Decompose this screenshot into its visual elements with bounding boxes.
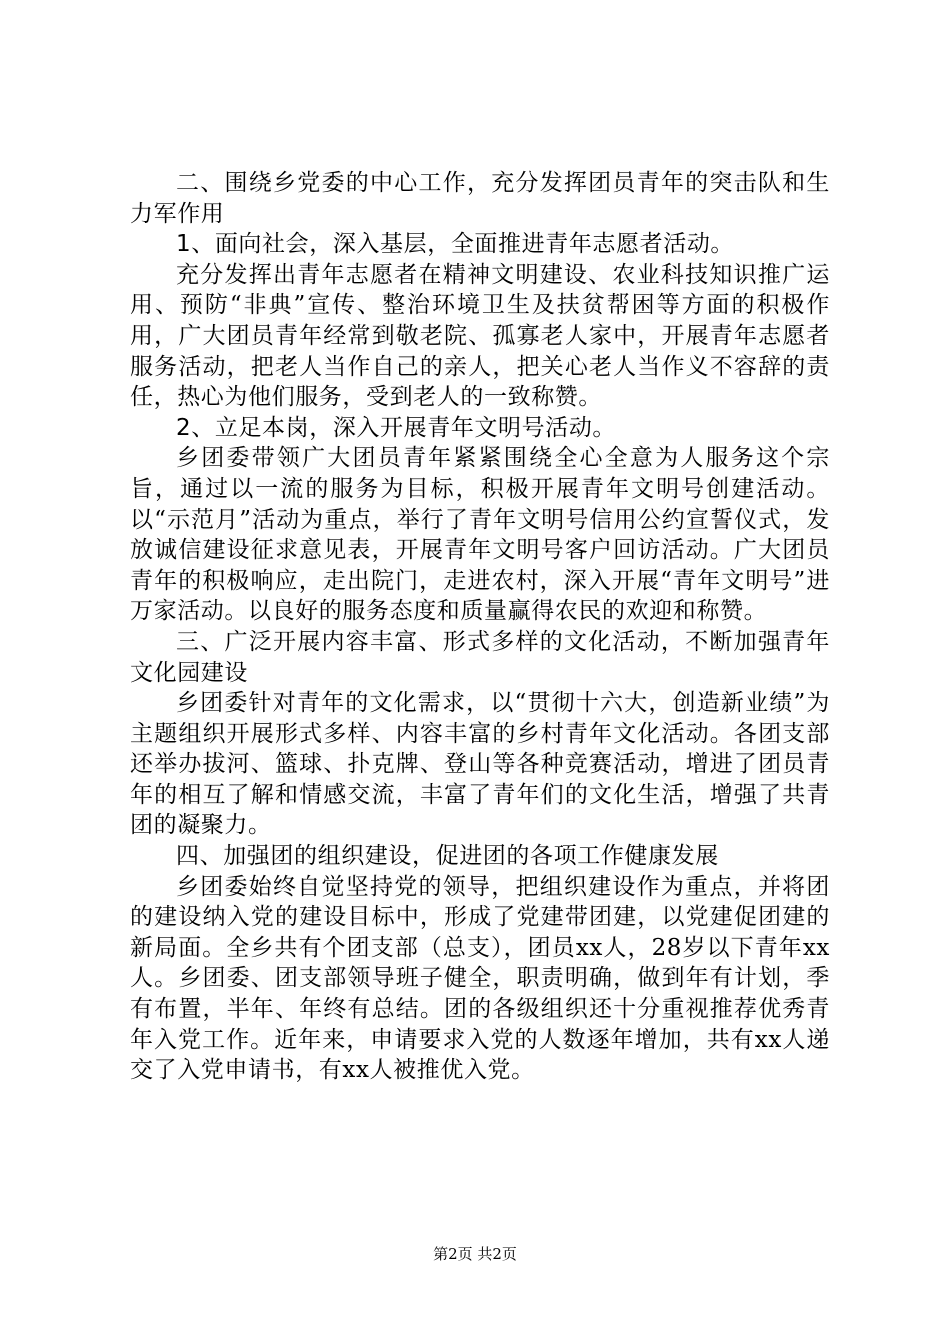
paragraph-organization: 乡团委始终自觉坚持党的领导，把组织建设作为重点，并将团的建设纳入党的建设目标中，形成了党建带团建，以党建促团建的新局面。全乡共有个团支部（总支），团员xx人，28岁以下青年xx人。乡团委、团支部领导班子健全，职责明确，做到年有计划，季有布置，半年、年终有总结。团的各级组织还十分重视推荐优秀青年入党工作。近年来，申请要求入党的人数逐年增加，共有xx人递交了入党申请书，有xx人被推优入党。 bbox=[130, 873, 830, 1084]
document-body bbox=[130, 168, 830, 1086]
paragraph-culture: 乡团委针对青年的文化需求，以“贯彻十六大，创造新业绩”为主题组织开展形式多样、内容丰富的乡村青年文化活动。各团支部还举办拔河、篮球、扑克牌、登山等各种竞赛活动，增进了团员青年的相互了解和情感交流，丰富了青年们的文化生活，增强了共青团的凝聚力。 bbox=[130, 690, 830, 839]
page-footer: 第2页 共2页 bbox=[433, 1245, 517, 1263]
subsection-heading-2: 2、立足本岗，深入开展青年文明号活动。 bbox=[176, 414, 617, 441]
section-heading-4: 四、加强团的组织建设，促进团的各项工作健康发展 bbox=[176, 843, 719, 870]
paragraph-volunteer: 充分发挥出青年志愿者在精神文明建设、农业科技知识推广运用、预防“非典”宣传、整治环境卫生及扶贫帮困等方面的积极作用，广大团员青年经常到敬老院、孤寡老人家中，开展青年志愿者服务活动，把老人当作自己的亲人，把关心老人当作义不容辞的责任，热心为他们服务，受到老人的一致称赞。 bbox=[130, 261, 830, 411]
section-heading-3: 三、广泛开展内容丰富、形式多样的文化活动，不断加强青年文化园建设 bbox=[130, 628, 830, 686]
section-heading-2: 二、围绕乡党委的中心工作，充分发挥团员青年的突击队和生力军作用 bbox=[130, 170, 830, 227]
paragraph-civilization: 乡团委带领广大团员青年紧紧围绕全心全意为人服务这个宗旨，通过以一流的服务为目标，积极开展青年文明号创建活动。以“示范月”活动为重点，举行了青年文明号信用公约宣誓仪式，发放诚信建设征求意见表，开展青年文明号客户回访活动。广大团员青年的积极响应，走出院门，走进农村，深入开展“青年文明号”进万家活动。以良好的服务态度和质量赢得农民的欢迎和称赞。 bbox=[130, 445, 830, 625]
subsection-heading-1: 1、面向社会，深入基层，全面推进青年志愿者活动。 bbox=[176, 231, 735, 258]
